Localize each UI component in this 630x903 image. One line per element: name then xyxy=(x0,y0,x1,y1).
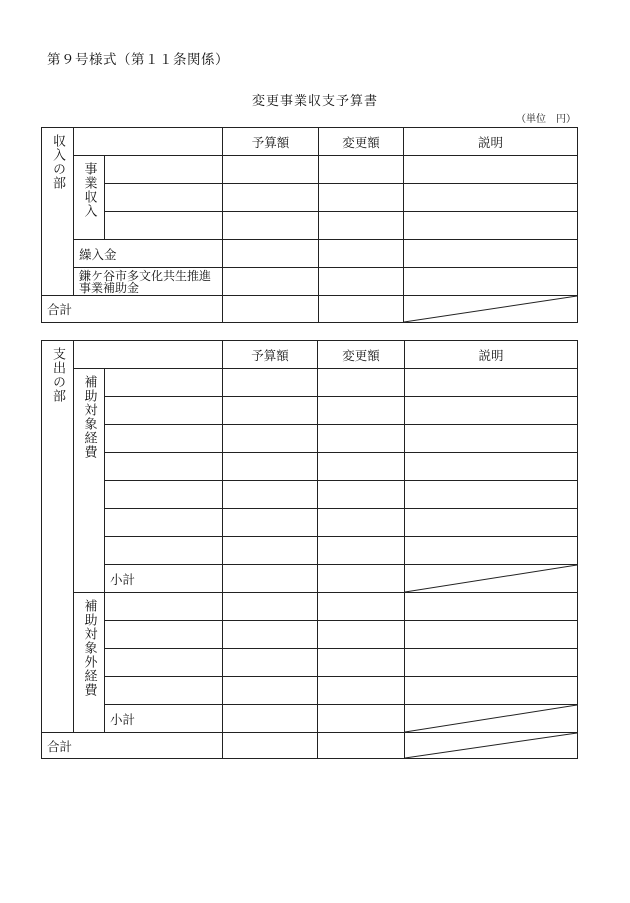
expense-item-cell[interactable] xyxy=(105,621,223,649)
income-header-blank xyxy=(74,128,223,156)
income-item-cell[interactable] xyxy=(105,212,223,240)
expense-description-cell[interactable] xyxy=(405,369,578,397)
income-total-label: 合計 xyxy=(42,296,223,323)
income-description-cell[interactable] xyxy=(404,156,578,184)
form-number: 第９号様式（第１１条関係） xyxy=(47,52,229,68)
expense-section-label: 支出の部 xyxy=(42,341,74,733)
transfer-label: 繰入金 xyxy=(74,240,223,268)
income-item-cell[interactable] xyxy=(105,184,223,212)
income-section-label: 収入の部 xyxy=(42,128,74,296)
expense-change-cell[interactable] xyxy=(318,537,405,565)
subsidized-subtotal-label: 小計 xyxy=(105,565,223,593)
subsidized-subtotal-diagonal-cell xyxy=(405,565,578,593)
expense-item-cell[interactable] xyxy=(105,453,223,481)
expense-col-change: 変更額 xyxy=(318,341,405,369)
expense-change-cell[interactable] xyxy=(318,649,405,677)
expense-description-cell[interactable] xyxy=(405,677,578,705)
expense-budget-cell[interactable] xyxy=(223,509,318,537)
expense-item-cell[interactable] xyxy=(105,481,223,509)
expense-budget-cell[interactable] xyxy=(223,621,318,649)
expense-change-cell[interactable] xyxy=(318,369,405,397)
expense-budget-cell[interactable] xyxy=(223,481,318,509)
expense-total-budget-cell[interactable] xyxy=(223,733,318,759)
expense-item-cell[interactable] xyxy=(105,397,223,425)
expense-description-cell[interactable] xyxy=(405,425,578,453)
expense-change-cell[interactable] xyxy=(318,453,405,481)
transfer-budget-cell[interactable] xyxy=(223,240,319,268)
document-title: 変更事業収支予算書 xyxy=(251,94,378,109)
expense-description-cell[interactable] xyxy=(405,397,578,425)
income-total-diagonal-cell xyxy=(404,296,578,323)
income-col-change: 変更額 xyxy=(319,128,404,156)
expense-change-cell[interactable] xyxy=(318,425,405,453)
expense-budget-cell[interactable] xyxy=(223,453,318,481)
expense-total-label: 合計 xyxy=(42,733,223,759)
expense-item-cell[interactable] xyxy=(105,677,223,705)
income-change-cell[interactable] xyxy=(319,184,404,212)
expense-change-cell[interactable] xyxy=(318,621,405,649)
expense-budget-cell[interactable] xyxy=(223,537,318,565)
expense-description-cell[interactable] xyxy=(405,509,578,537)
business-income-label: 事業収入 xyxy=(74,156,105,240)
expense-change-cell[interactable] xyxy=(318,509,405,537)
non-subsidized-subtotal-label: 小計 xyxy=(105,705,223,733)
unit-label: （単位 xyxy=(516,114,546,125)
expense-description-cell[interactable] xyxy=(405,593,578,621)
expense-item-cell[interactable] xyxy=(105,593,223,621)
subsidized-expense-label: 補助対象経費 xyxy=(74,369,105,593)
unit-note xyxy=(516,110,576,125)
income-item-cell[interactable] xyxy=(105,156,223,184)
transfer-change-cell[interactable] xyxy=(319,240,404,268)
expense-item-cell[interactable] xyxy=(105,509,223,537)
expense-item-cell[interactable] xyxy=(105,425,223,453)
expense-col-description: 説明 xyxy=(405,341,578,369)
expense-description-cell[interactable] xyxy=(405,453,578,481)
income-description-cell[interactable] xyxy=(404,184,578,212)
expense-change-cell[interactable] xyxy=(318,481,405,509)
expense-budget-cell[interactable] xyxy=(223,369,318,397)
subsidized-subtotal-budget-cell[interactable] xyxy=(223,565,318,593)
expense-item-cell[interactable] xyxy=(105,649,223,677)
expense-description-cell[interactable] xyxy=(405,649,578,677)
expense-table xyxy=(41,340,578,759)
expense-total-change-cell[interactable] xyxy=(318,733,405,759)
expense-description-cell[interactable] xyxy=(405,481,578,509)
expense-description-cell[interactable] xyxy=(405,621,578,649)
non-subsidized-subtotal-budget-cell[interactable] xyxy=(223,705,318,733)
expense-budget-cell[interactable] xyxy=(223,397,318,425)
unit-value: 円） xyxy=(556,114,576,125)
income-col-budget: 予算額 xyxy=(223,128,319,156)
non-subsidized-subtotal-change-cell[interactable] xyxy=(318,705,405,733)
expense-budget-cell[interactable] xyxy=(223,677,318,705)
income-col-description: 説明 xyxy=(404,128,578,156)
expense-change-cell[interactable] xyxy=(318,677,405,705)
income-budget-cell[interactable] xyxy=(223,184,319,212)
income-table xyxy=(41,127,578,323)
income-total-budget-cell[interactable] xyxy=(223,296,319,323)
income-description-cell[interactable] xyxy=(404,212,578,240)
expense-header-blank xyxy=(74,341,223,369)
expense-budget-cell[interactable] xyxy=(223,649,318,677)
subsidy-label: 鎌ケ谷市多文化共生推進 事業補助金 xyxy=(74,268,223,296)
expense-change-cell[interactable] xyxy=(318,397,405,425)
expense-budget-cell[interactable] xyxy=(223,425,318,453)
income-change-cell[interactable] xyxy=(319,212,404,240)
expense-total-diagonal-cell xyxy=(405,733,578,759)
expense-col-budget: 予算額 xyxy=(223,341,318,369)
expense-budget-cell[interactable] xyxy=(223,593,318,621)
transfer-description-cell[interactable] xyxy=(404,240,578,268)
subsidy-budget-cell[interactable] xyxy=(223,268,319,296)
income-total-change-cell[interactable] xyxy=(319,296,404,323)
expense-item-cell[interactable] xyxy=(105,537,223,565)
expense-description-cell[interactable] xyxy=(405,537,578,565)
non-subsidized-subtotal-diagonal-cell xyxy=(405,705,578,733)
subsidy-description-cell[interactable] xyxy=(404,268,578,296)
expense-item-cell[interactable] xyxy=(105,369,223,397)
subsidized-subtotal-change-cell[interactable] xyxy=(318,565,405,593)
income-budget-cell[interactable] xyxy=(223,156,319,184)
expense-change-cell[interactable] xyxy=(318,593,405,621)
income-budget-cell[interactable] xyxy=(223,212,319,240)
non-subsidized-expense-label: 補助対象外経費 xyxy=(74,593,105,733)
income-change-cell[interactable] xyxy=(319,156,404,184)
subsidy-change-cell[interactable] xyxy=(319,268,404,296)
